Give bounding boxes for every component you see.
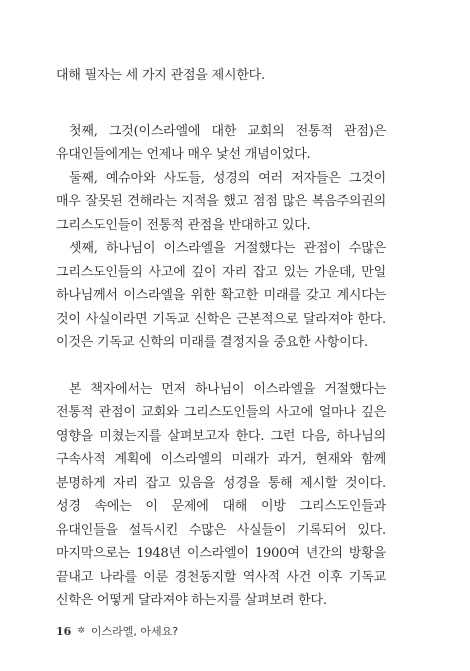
running-title: 이스라엘, 아세요? (90, 625, 179, 638)
paragraph-third-point: 셋째, 하나님이 이스라엘을 거절했다는 관점이 수많은 그리스도인들의 사고에 깊이 자리 잡고 있는 가운데, 만일 하나님께서 이스라엘을 위한 확고한 미래를 갖고 계시다는 것이 사실이라면 기독교 신학은 근본적으로 달라져야 한다. 이것은 기독교 신학의 미래를 결정지을 중요한 사항이다. (56, 241, 386, 350)
body-text (56, 64, 386, 613)
page-number: 16 (56, 624, 72, 638)
paragraph-intro: 대해 필자는 세 가지 관점을 제시한다. (56, 68, 265, 83)
ornament-icon: ✲ (77, 625, 85, 636)
paragraph-second-point: 둘째, 예슈아와 사도들, 성경의 여러 저자들은 그것이 매우 잘못된 견해라는 지적을 했고 점점 많은 복음주의권의 그리스도인들이 전통적 관점을 반대하고 있다. (56, 170, 386, 233)
page-footer (56, 623, 178, 639)
paragraph-first-point: 첫째, 그것(이스라엘에 대한 교회의 전통적 관점)은 유대인들에게는 언제나 매우 낯선 개념이었다. (56, 123, 386, 162)
paragraph-book-overview: 본 책자에서는 먼저 하나님이 이스라엘을 거절했다는 전통적 관점이 교회와 그리스도인들의 사고에 얼마나 깊은 영향을 미쳤는지를 살펴보고자 한다. 그런 다음, 하나님의 구속사적 계획에 이스라엘의 미래가 과거, 현재와 함께 분명하게 자리 잡고 있음을 성경을 통해 제시할 것이다. 성경 속에는 이 문제에 대해 이방 그리스도인들과 유대인들을 설득시킨 수많은 사실들이 기록되어 있다. 마지막으로는 1948년 이스라엘이 1900여 년간의 방황을 끝내고 나라를 이룬 경천동지할 역사적 사건 이후 기독교 신학은 어떻게 달라져야 하는지를 살펴보려 한다. (56, 381, 386, 608)
